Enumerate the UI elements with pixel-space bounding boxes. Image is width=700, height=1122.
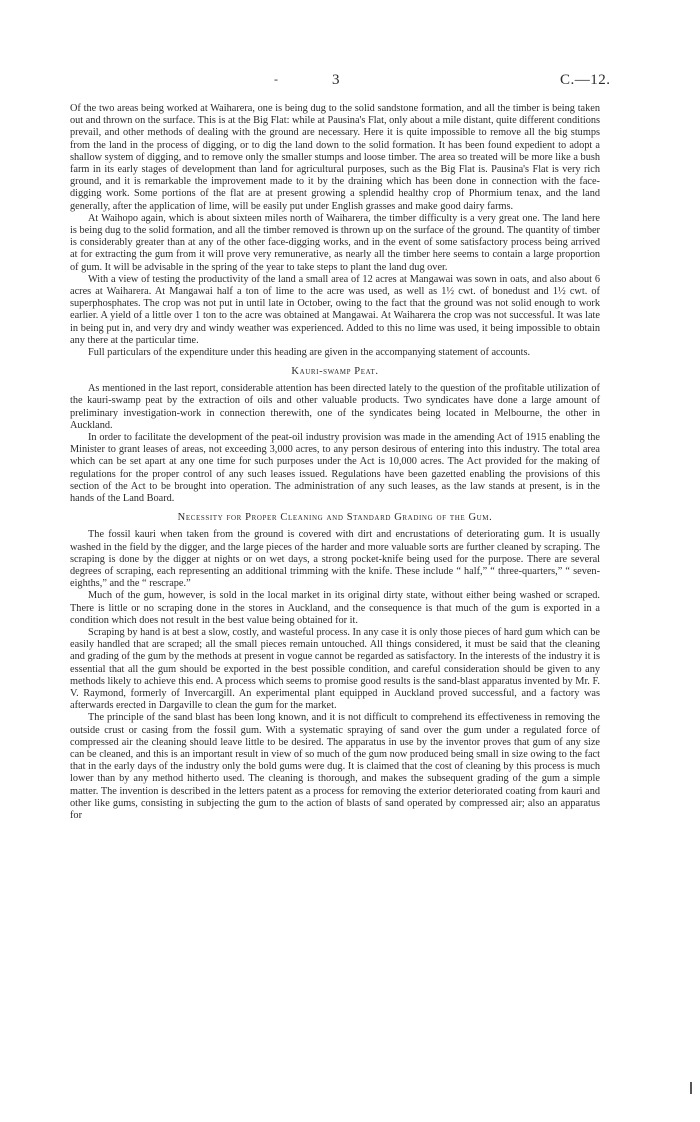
document-body — [70, 103, 600, 822]
section-heading: Necessity for Proper Cleaning and Standard Grading of the Gum. — [177, 512, 493, 524]
paragraph: Much of the gum, however, is sold in the local market in its original dirty state, without either being washed or scraped. There is little or no scraping done in the stores in Auckland, and the consequence is that much of the gum is exported in a condition which does not result in the best value being obtained for it. — [70, 590, 600, 626]
section-cleaning-grading — [70, 512, 600, 822]
section-kauri-swamp-peat — [70, 366, 600, 505]
section-face-digging — [70, 103, 600, 359]
paragraph: At Waihopo again, which is about sixteen miles north of Waiharera, the timber difficulty is a very great one. The land here is being dug to the solid formation, and all the timber removed is thrown up on the surface of the ground. The quantity of timber is considerably greater than at any of the other face-digging works, and in the event of some satisfactory process being arrived at for extracting the gum from it will prove very remunerative, as nearly all the timber here seems to contain a large proportion of gum. It will be advisable in the spring of the year to take steps to plant the land dug over. — [70, 212, 600, 273]
paragraph: Of the two areas being worked at Waiharera, one is being dug to the solid sandstone formation, and all the timber is being taken out and thrown on the surface. This is at the Big Flat: while at Pausina's Flat, only about a mile distant, quite different conditions prevail, and other methods of dealing with the ground are necessary. Here it is quite impossible to remove all the big stumps from the land in the process of digging, or to dig the land down to the solid formation. It has been found expedient to adopt a shallow system of digging, and to remove only the smaller stumps and loose timber. The area so treated will be more like a bush farm in its early stages of development than land for agricultural purposes, such as the Big Flat is. Pausina's Flat is very rich ground, and it is remarkable the improvement made to it by the draining which has been done in connection with the face-digging work. Some portions of the flat are at present growing a splendid healthy crop of Phormium tenax, and the land generally, after the application of lime, will be easily put under English grasses and make good dairy farms. — [70, 103, 600, 212]
page-header — [0, 72, 700, 92]
paragraph: Scraping by hand is at best a slow, costly, and wasteful process. In any case it is only those pieces of hard gum which can be easily handled that are scraped; all the small pieces remain untouched. All things considered, it must be said that the cleaning and grading of the gum by the methods at present in vogue cannot be regarded as satisfactory. In the interests of the industry it is essential that all the gum should be exported in the best possible condition, and careful consideration should be given to any methods likely to achieve this end. A process which seems to promise good results is the sand-blast apparatus invented by Mr. F. V. Raymond, formerly of Invercargill. An experimental plant equipped in Auckland proved successful, and a factory was afterwards erected in Dargaville to clean the gum for the market. — [70, 626, 600, 712]
paragraph: The principle of the sand blast has been long known, and it is not difficult to comprehend its effectiveness in removing the outside crust or casing from the fossil gum. With a systematic spraying of sand over the gum under a regulated force of compressed air the cleaning should leave little to be desired. The apparatus in use by the inventor proves that gum of any size can be cleaned, and this is an important result in view of so much of the gum now produced being small in size owing to the fact that in the early days of the industry only the bold gums were dug. It is claimed that the cost of cleaning by this process is much lower than by any method hitherto used. The cleaning is thorough, and makes the subsequent grading of the gum a simple matter. The invention is described in the letters patent as a process for removing the exterior deteriorated coating from kauri and other like gums, consisting in subjecting the gum to the action of blasts of sand operated by compressed air; also an apparatus for — [70, 712, 600, 821]
paragraph: With a view of testing the productivity of the land a small area of 12 acres at Mangawai was sown in oats, and also about 6 acres at Waiharera. At Mangawai half a ton of lime to the acre was used, as well as 1½ cwt. of bonedust and 1½ cwt. of superphosphates. The crop was not put in until late in October, owing to the fact that the ground was not solid enough to work earlier. A yield of a little over 1 ton to the acre was obtained at Mangawai. At Waiharera the crop was not successful. It was late in being put in, and very dry and windy weather was experienced. Added to this no lime was used, it being impossible to obtain any there at the particular time. — [70, 273, 600, 346]
page-number: 3 — [332, 72, 340, 88]
section-heading: Kauri-swamp Peat. — [291, 366, 379, 378]
paragraph: In order to facilitate the development of the peat-oil industry provision was made in the amending Act of 1915 enabling the Minister to grant leases of areas, not exceeding 3,000 acres, to any person desirous of entering into this industry. The total area which can be set apart at any one time for such purposes under the Act is 10,000 acres. The Act provided for the making of regulations for the proper control of any such leases issued. Regulations have been gazetted enabling the provisions of this section of the Act to be brought into operation. The administration of any such leases, as the law stands at present, is in the hands of the Land Board. — [70, 432, 600, 505]
paragraph: As mentioned in the last report, considerable attention has been directed lately to the question of the profitable utilization of the kauri-swamp peat by the extraction of oils and other valuable products. Two syndicates have done a large amount of preliminary investigation-work in connection therewith, one of the syndicates being located in Melbourne, the other in Auckland. — [70, 383, 600, 431]
series-reference: C.—12. — [560, 72, 611, 88]
scan-edge-mark — [690, 1082, 692, 1094]
paragraph: Full particulars of the expenditure under this heading are given in the accompanying statement of accounts. — [88, 347, 531, 359]
paragraph: The fossil kauri when taken from the ground is covered with dirt and encrustations of deteriorating gum. It is usually washed in the field by the digger, and the large pieces of the harder and more valuable sorts are further cleaned by scraping. The scraping is done by the digger at nights or on wet days, a strong pocket-knife being used for the purpose. There are several degrees of scraping, each representing an additional trimming with the knife. These include “ half,” “ three-quarters,” “ seven-eighths,” and the “ rescrape.” — [70, 529, 600, 590]
header-mark: - — [274, 72, 278, 86]
